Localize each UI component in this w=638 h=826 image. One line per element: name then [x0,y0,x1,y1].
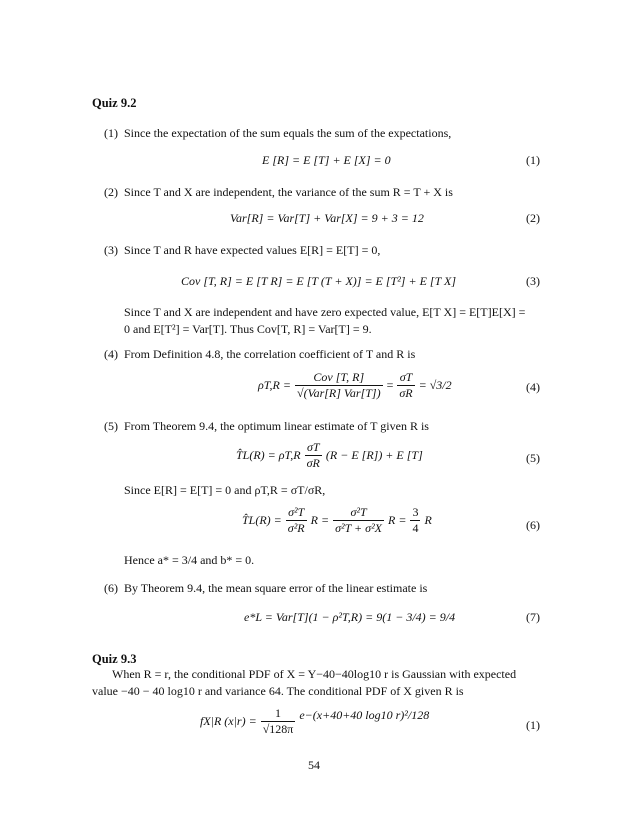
eq4-lhs: ρT,R = [258,378,291,392]
item-5-after-line-1: Since E[R] = E[T] = 0 and ρT,R = σT/σR, [124,483,326,497]
item-1-text: Since the expectation of the sum equals the sum of the expectations, [124,126,452,140]
item-4-label: (4) [104,347,118,361]
item-6-text: By Theorem 9.4, the mean square error of the linear estimate is [124,581,428,595]
equation-7: e*L = Var[T](1 − ρ²T,R) = 9(1 − 3/4) = 9/4 [244,610,456,624]
eq93-den: √128π [262,722,294,736]
equation-1-number: (1) [526,153,540,167]
item-3-after-line-1: Since T and X are independent and have zero expected value, E[T X] = E[T]E[X] = [124,305,526,319]
eq5-numerator: σT [305,440,322,456]
item-5-after-line-2: Hence a* = 3/4 and b* = 0. [124,553,255,567]
eq4-numerator: Cov [T, R] [295,370,383,386]
quiz-9-3-title: Quiz 9.3 [92,652,137,666]
item-6-label: (6) [104,581,118,595]
eq5-rhs: (R − E [R]) + E [T] [325,448,423,462]
item-2-label: (2) [104,185,118,199]
eq5-lhs: T̂L(R) = ρT,R [236,448,301,462]
item-3-label: (3) [104,243,118,257]
equation-4: ρT,R = $\frac{\text{Cov [T, R]}}{\text{√(Var[R] Var[T])}}$ = $\frac{\sigma T}{\sigma R}$ = √3/2 [258,370,452,400]
equation-9-3-1-number: (1) [526,718,540,732]
equation-2: Var[R] = Var[T] + Var[X] = 9 + 3 = 12 [230,211,424,225]
item-3-after-line-2: 0 and E[T²] = Var[T]. Thus Cov[T, R] = Var[T] = 9. [124,322,372,336]
eq6-end: R [424,513,432,527]
item-5-label: (5) [104,419,118,433]
eq4-sigma-denominator: σR [399,386,413,400]
eq6-f3-den: 4 [412,521,419,535]
equation-6 [242,505,432,536]
equation-3-number: (3) [526,274,540,288]
eq4-denominator: √(Var[R] Var[T]) [296,386,381,400]
item-2-text: Since T and X are independent, the variance of the sum R = T + X is [124,185,453,199]
eq4-sigma-fraction [397,370,414,401]
eq93-exp: e−(x+40+40 log10 r)²/128 [299,708,430,722]
quiz-9-3-line-1: When R = r, the conditional PDF of X = Y−40−40log10 r is Gaussian with expected [112,667,517,681]
equation-9-3-1 [200,706,429,737]
item-1-label: (1) [104,126,118,140]
eq5-fraction [305,440,322,471]
eq4-sigma-numerator: σT [397,370,414,386]
eq6-f2-num: σ²T [333,505,384,521]
equation-5 [236,440,423,471]
eq6-fraction-3 [410,505,420,536]
eq4-fraction [295,370,383,401]
eq6-f2-den: σ²T + σ²X [335,521,382,535]
equation-5-number: (5) [526,451,540,465]
equation-7-number: (7) [526,610,540,624]
eq4-rhs: = √3/2 [418,378,452,392]
page-number: 54 [308,758,320,772]
item-4-text: From Definition 4.8, the correlation coefficient of T and R is [124,347,416,361]
equation-1: E [R] = E [T] + E [X] = 0 [262,153,391,167]
equation-6-number: (6) [526,518,540,532]
eq93-num: 1 [261,706,296,722]
eq93-fraction [261,706,296,737]
equation-3: Cov [T, R] = E [T R] = E [T (T + X)] = E [T²] + E [T X] [181,274,457,288]
quiz-9-3-line-2: value −40 − 40 log10 r and variance 64. The conditional PDF of X given R is [92,684,464,698]
eq6-f1-den: σ²R [287,521,305,535]
quiz-9-2-title: Quiz 9.2 [92,96,137,110]
eq6-f3-num: 3 [412,505,419,519]
equation-2-number: (2) [526,211,540,225]
eq6-fraction-1 [286,505,307,536]
equation-4-number: (4) [526,380,540,394]
eq5-denominator: σR [306,456,320,470]
eq93-lhs: fX|R (x|r) = [200,714,257,728]
eq6-f1-num: σ²T [286,505,307,521]
eq6-mid: R = [310,513,330,527]
item-5-text: From Theorem 9.4, the optimum linear estimate of T given R is [124,419,429,433]
eq6-lhs: T̂L(R) = [242,513,282,527]
eq6-fraction-2 [333,505,384,536]
item-3-text: Since T and R have expected values E[R] = E[T] = 0, [124,243,381,257]
eq6-mid2: R = [388,513,407,527]
